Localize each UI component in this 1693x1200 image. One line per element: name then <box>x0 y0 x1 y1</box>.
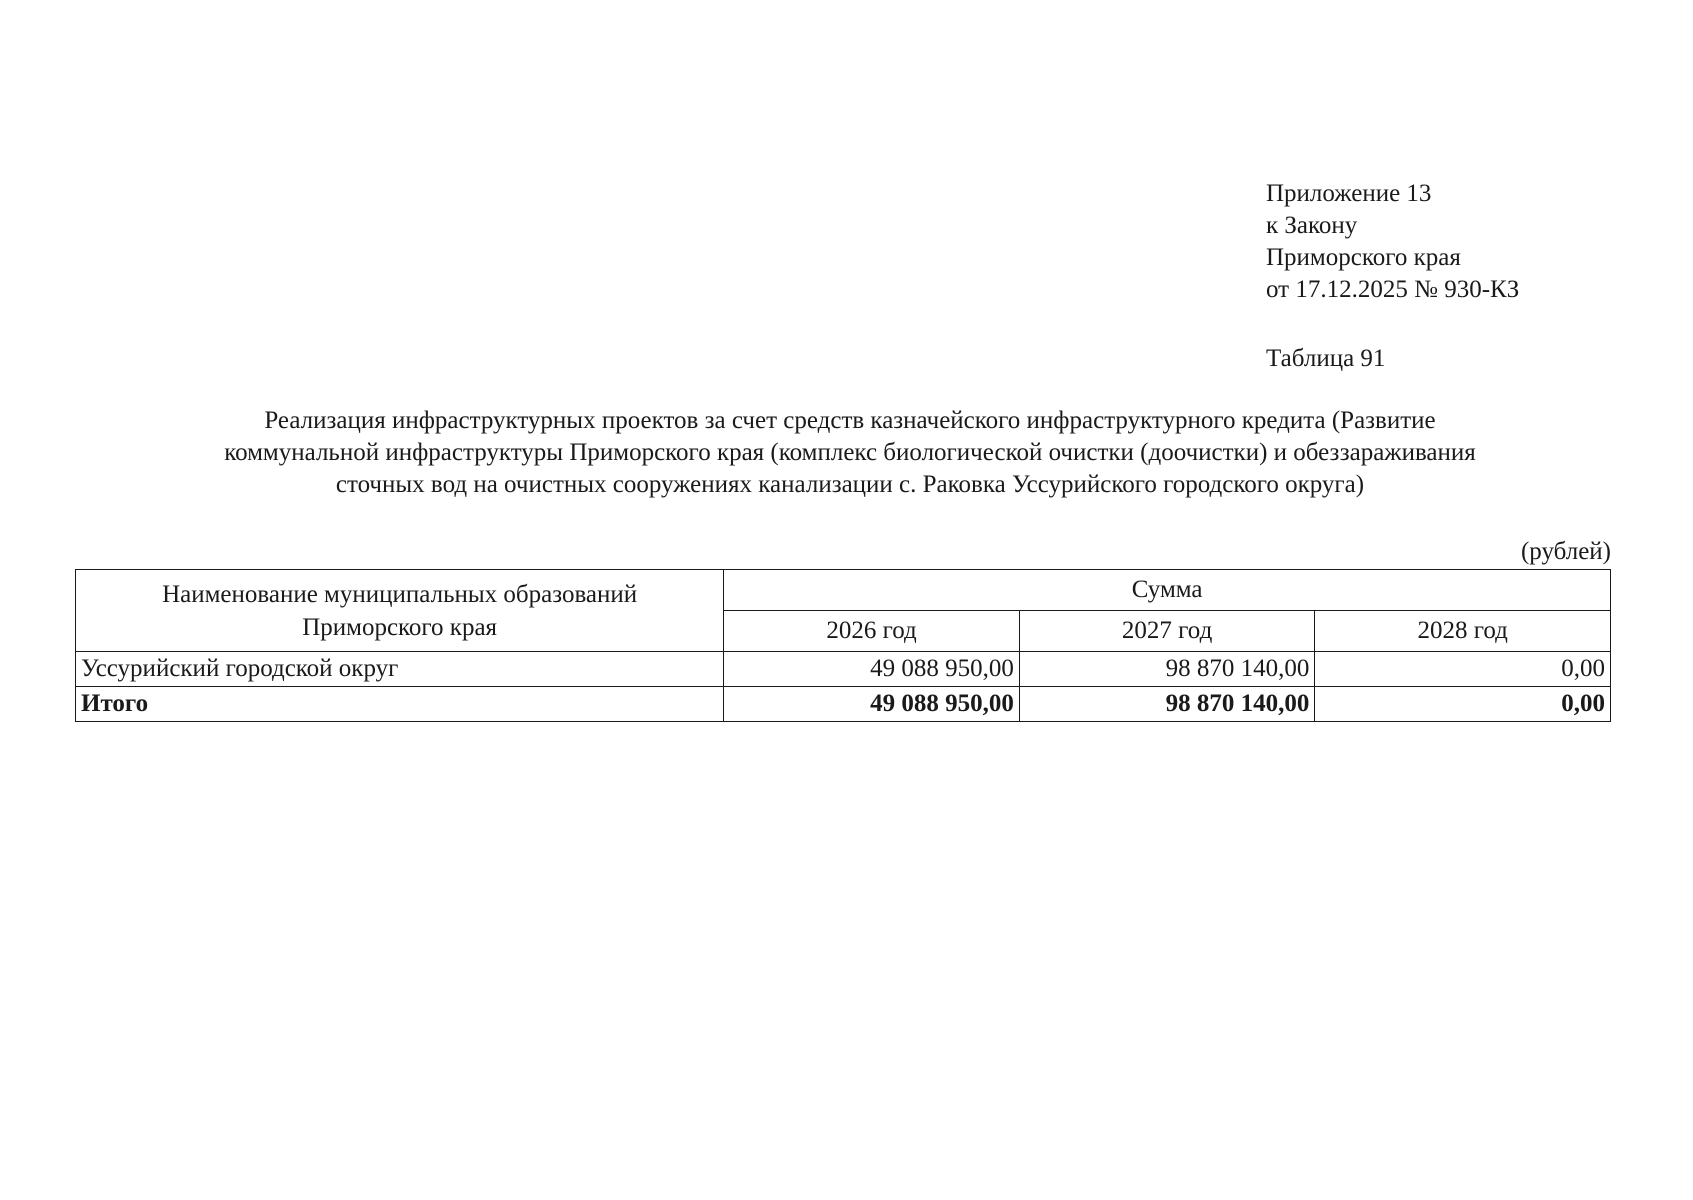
appendix-line: от 17.12.2025 № 930-КЗ <box>1266 276 1520 303</box>
document-title <box>60 405 1640 501</box>
appendix-block <box>1266 178 1519 306</box>
total-2026: 49 088 950,00 <box>724 687 1020 722</box>
title-line: Реализация инфраструктурных проектов за счет средств казначейского инфраструктурного кредита (Развитие <box>264 407 1436 434</box>
appendix-line: Приморского края <box>1266 244 1461 271</box>
header-line: Приморского края <box>302 613 498 641</box>
table-number: Таблица 91 <box>1266 345 1386 372</box>
total-row <box>76 687 1611 722</box>
unit-label: (рублей) <box>1520 538 1611 565</box>
table-row <box>76 652 1611 687</box>
header-line: Наименование муниципальных образований <box>162 580 638 608</box>
table-header-row <box>76 570 1611 611</box>
amount-2028: 0,00 <box>1315 652 1611 687</box>
amount-2026: 49 088 950,00 <box>724 652 1020 687</box>
amount-2027: 98 870 140,00 <box>1019 652 1315 687</box>
municipality-column-header <box>76 570 724 652</box>
data-table <box>75 569 1611 722</box>
year-header-2027: 2027 год <box>1019 611 1315 652</box>
title-line: сточных вод на очистных сооружениях канализации с. Раковка Уссурийского городского округа) <box>335 471 1365 498</box>
municipality-name: Уссурийский городской округ <box>76 652 724 687</box>
year-header-2026: 2026 год <box>724 611 1020 652</box>
year-header-2028: 2028 год <box>1315 611 1611 652</box>
total-2028: 0,00 <box>1315 687 1611 722</box>
appendix-line: Приложение 13 <box>1266 180 1432 207</box>
total-2027: 98 870 140,00 <box>1019 687 1315 722</box>
total-label: Итого <box>76 687 724 722</box>
appendix-line: к Закону <box>1266 212 1358 239</box>
title-line: коммунальной инфраструктуры Приморского края (комплекс биологической очистки (доочистки) и обеззараживания <box>224 439 1476 466</box>
sum-column-header: Сумма <box>724 570 1611 611</box>
